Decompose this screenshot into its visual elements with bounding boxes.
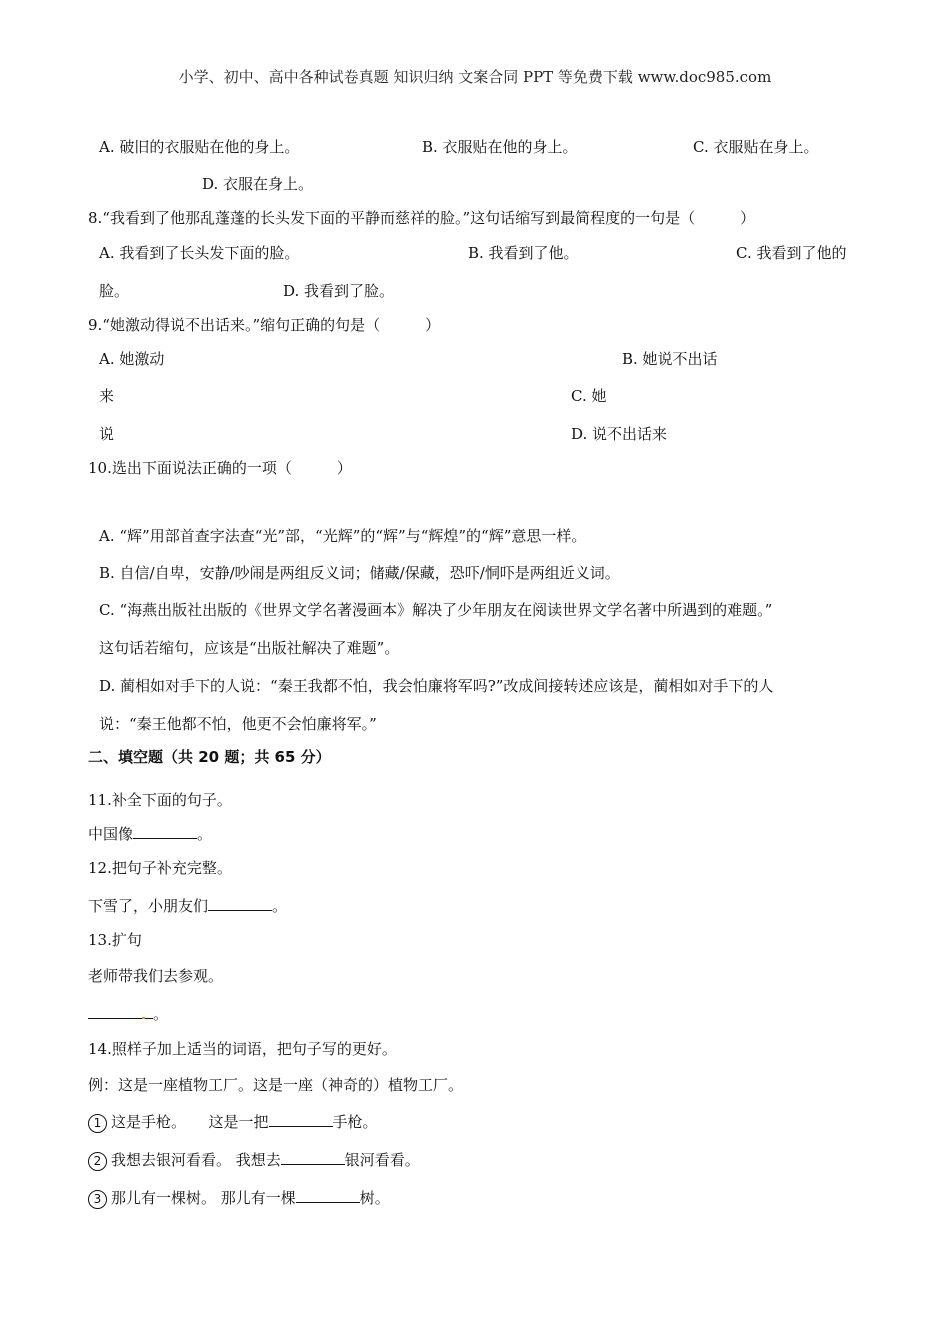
q9-option-a: A. 她激动 xyxy=(99,350,165,368)
q7-option-b: B. 衣服贴在他的身上。 xyxy=(422,138,578,156)
q14-item-3-blank[interactable] xyxy=(296,1188,360,1203)
q14-item-2-suffix: 银河看看。 xyxy=(344,1151,420,1169)
q14-item-3-prefix: 那儿有一棵树。 那儿有一棵 xyxy=(111,1189,296,1207)
q13-answer-line xyxy=(88,1004,168,1024)
q14-item-2-number: 2 xyxy=(88,1152,107,1171)
q8-option-a: A. 我看到了长头发下面的脸。 xyxy=(99,244,300,262)
q10-option-a: A. “辉”用部首查字法查“光”部，“光辉”的“辉”与“辉煌”的“辉”意思一样。 xyxy=(99,527,587,545)
q11-answer-blank[interactable] xyxy=(133,824,197,839)
q12-stem: 12.把句子补充完整。 xyxy=(88,859,232,877)
q14-item-1-number: 1 xyxy=(88,1114,107,1133)
section-2-title: 二、填空题（共 20 题；共 65 分） xyxy=(88,748,331,766)
q11-stem: 11.补全下面的句子。 xyxy=(88,791,232,809)
q10-stem: 10.选出下面说法正确的一项（ ） xyxy=(88,459,352,477)
q10-option-c-line1: C. “海燕出版社出版的《世界文学名著漫画本》解决了少年朋友在阅读世界文学名著中所遇到的难题。” xyxy=(99,601,773,619)
q14-stem: 14.照样子加上适当的词语，把句子写的更好。 xyxy=(88,1040,397,1058)
q8-option-c-cont: 脸。 xyxy=(99,282,130,300)
q14-item-1-suffix: 手枪。 xyxy=(332,1113,378,1131)
q8-stem: 8.“我看到了他那乱蓬蓬的长头发下面的平静而慈祥的脸。”这句话缩写到最简程度的一句是（ ） xyxy=(88,209,756,227)
q13-answer-blank-tail[interactable] xyxy=(145,1004,153,1019)
q14-item-3 xyxy=(88,1188,390,1209)
q11-suffix: 。 xyxy=(197,825,213,843)
q14-item-1 xyxy=(88,1112,378,1133)
q12-answer-blank[interactable] xyxy=(208,896,272,911)
q8-option-d: D. 我看到了脸。 xyxy=(283,282,395,300)
q13-answer-blank[interactable] xyxy=(88,1004,142,1019)
q9-option-d: D. 说不出话来 xyxy=(571,425,668,443)
q12-prefix: 下雪了，小朋友们 xyxy=(88,897,209,915)
q11-prefix: 中国像 xyxy=(88,825,134,843)
page-header: 小学、初中、高中各种试卷真题 知识归纳 文案合同 PPT 等免费下载 www.doc985.com xyxy=(178,68,772,86)
q14-item-2 xyxy=(88,1150,420,1171)
q14-item-1-prefix: 这是手枪。 这是一把 xyxy=(111,1113,269,1131)
q7-option-a: A. 破旧的衣服贴在他的身上。 xyxy=(99,138,300,156)
q12-suffix: 。 xyxy=(272,897,288,915)
q7-option-d: D. 衣服在身上。 xyxy=(202,175,314,193)
q14-item-1-blank[interactable] xyxy=(269,1112,333,1127)
q13-stem: 13.扩句 xyxy=(88,931,142,949)
q10-option-d-line2: 说：“秦王他都不怕，他更不会怕廉将军。” xyxy=(99,715,377,733)
q10-option-b: B. 自信/自卑，安静/吵闹是两组反义词；储藏/保藏，恐吓/恫吓是两组近义词。 xyxy=(99,564,620,582)
q14-example: 例：这是一座植物工厂。这是一座（神奇的）植物工厂。 xyxy=(88,1076,464,1094)
q9-stem: 9.“她激动得说不出话来。”缩句正确的句是（ ） xyxy=(88,316,441,334)
q7-option-c: C. 衣服贴在身上。 xyxy=(693,138,819,156)
q9-option-c-cont: 说 xyxy=(99,425,115,443)
q13-sentence: 老师带我们去参观。 xyxy=(88,967,224,985)
q14-item-3-number: 3 xyxy=(88,1190,107,1209)
q9-option-b-cont: 来 xyxy=(99,387,115,405)
q8-option-b: B. 我看到了他。 xyxy=(468,244,579,262)
q14-item-2-prefix: 我想去银河看看。 我想去 xyxy=(111,1151,281,1169)
q12-sentence xyxy=(88,896,287,916)
q9-option-b: B. 她说不出话 xyxy=(622,350,718,368)
q11-sentence xyxy=(88,824,212,844)
q9-option-c: C. 她 xyxy=(571,387,607,405)
q10-option-d-line1: D. 蔺相如对手下的人说：“秦王我都不怕，我会怕廉将军吗?”改成间接转述应该是，蔺相如对手下的人 xyxy=(99,677,774,695)
q14-item-2-blank[interactable] xyxy=(281,1150,345,1165)
q10-option-c-line2: 这句话若缩句，应该是“出版社解决了难题”。 xyxy=(99,639,400,657)
q8-option-c: C. 我看到了他的 xyxy=(736,244,847,262)
q13-suffix: 。 xyxy=(153,1005,169,1023)
q14-item-3-suffix: 树。 xyxy=(359,1189,390,1207)
